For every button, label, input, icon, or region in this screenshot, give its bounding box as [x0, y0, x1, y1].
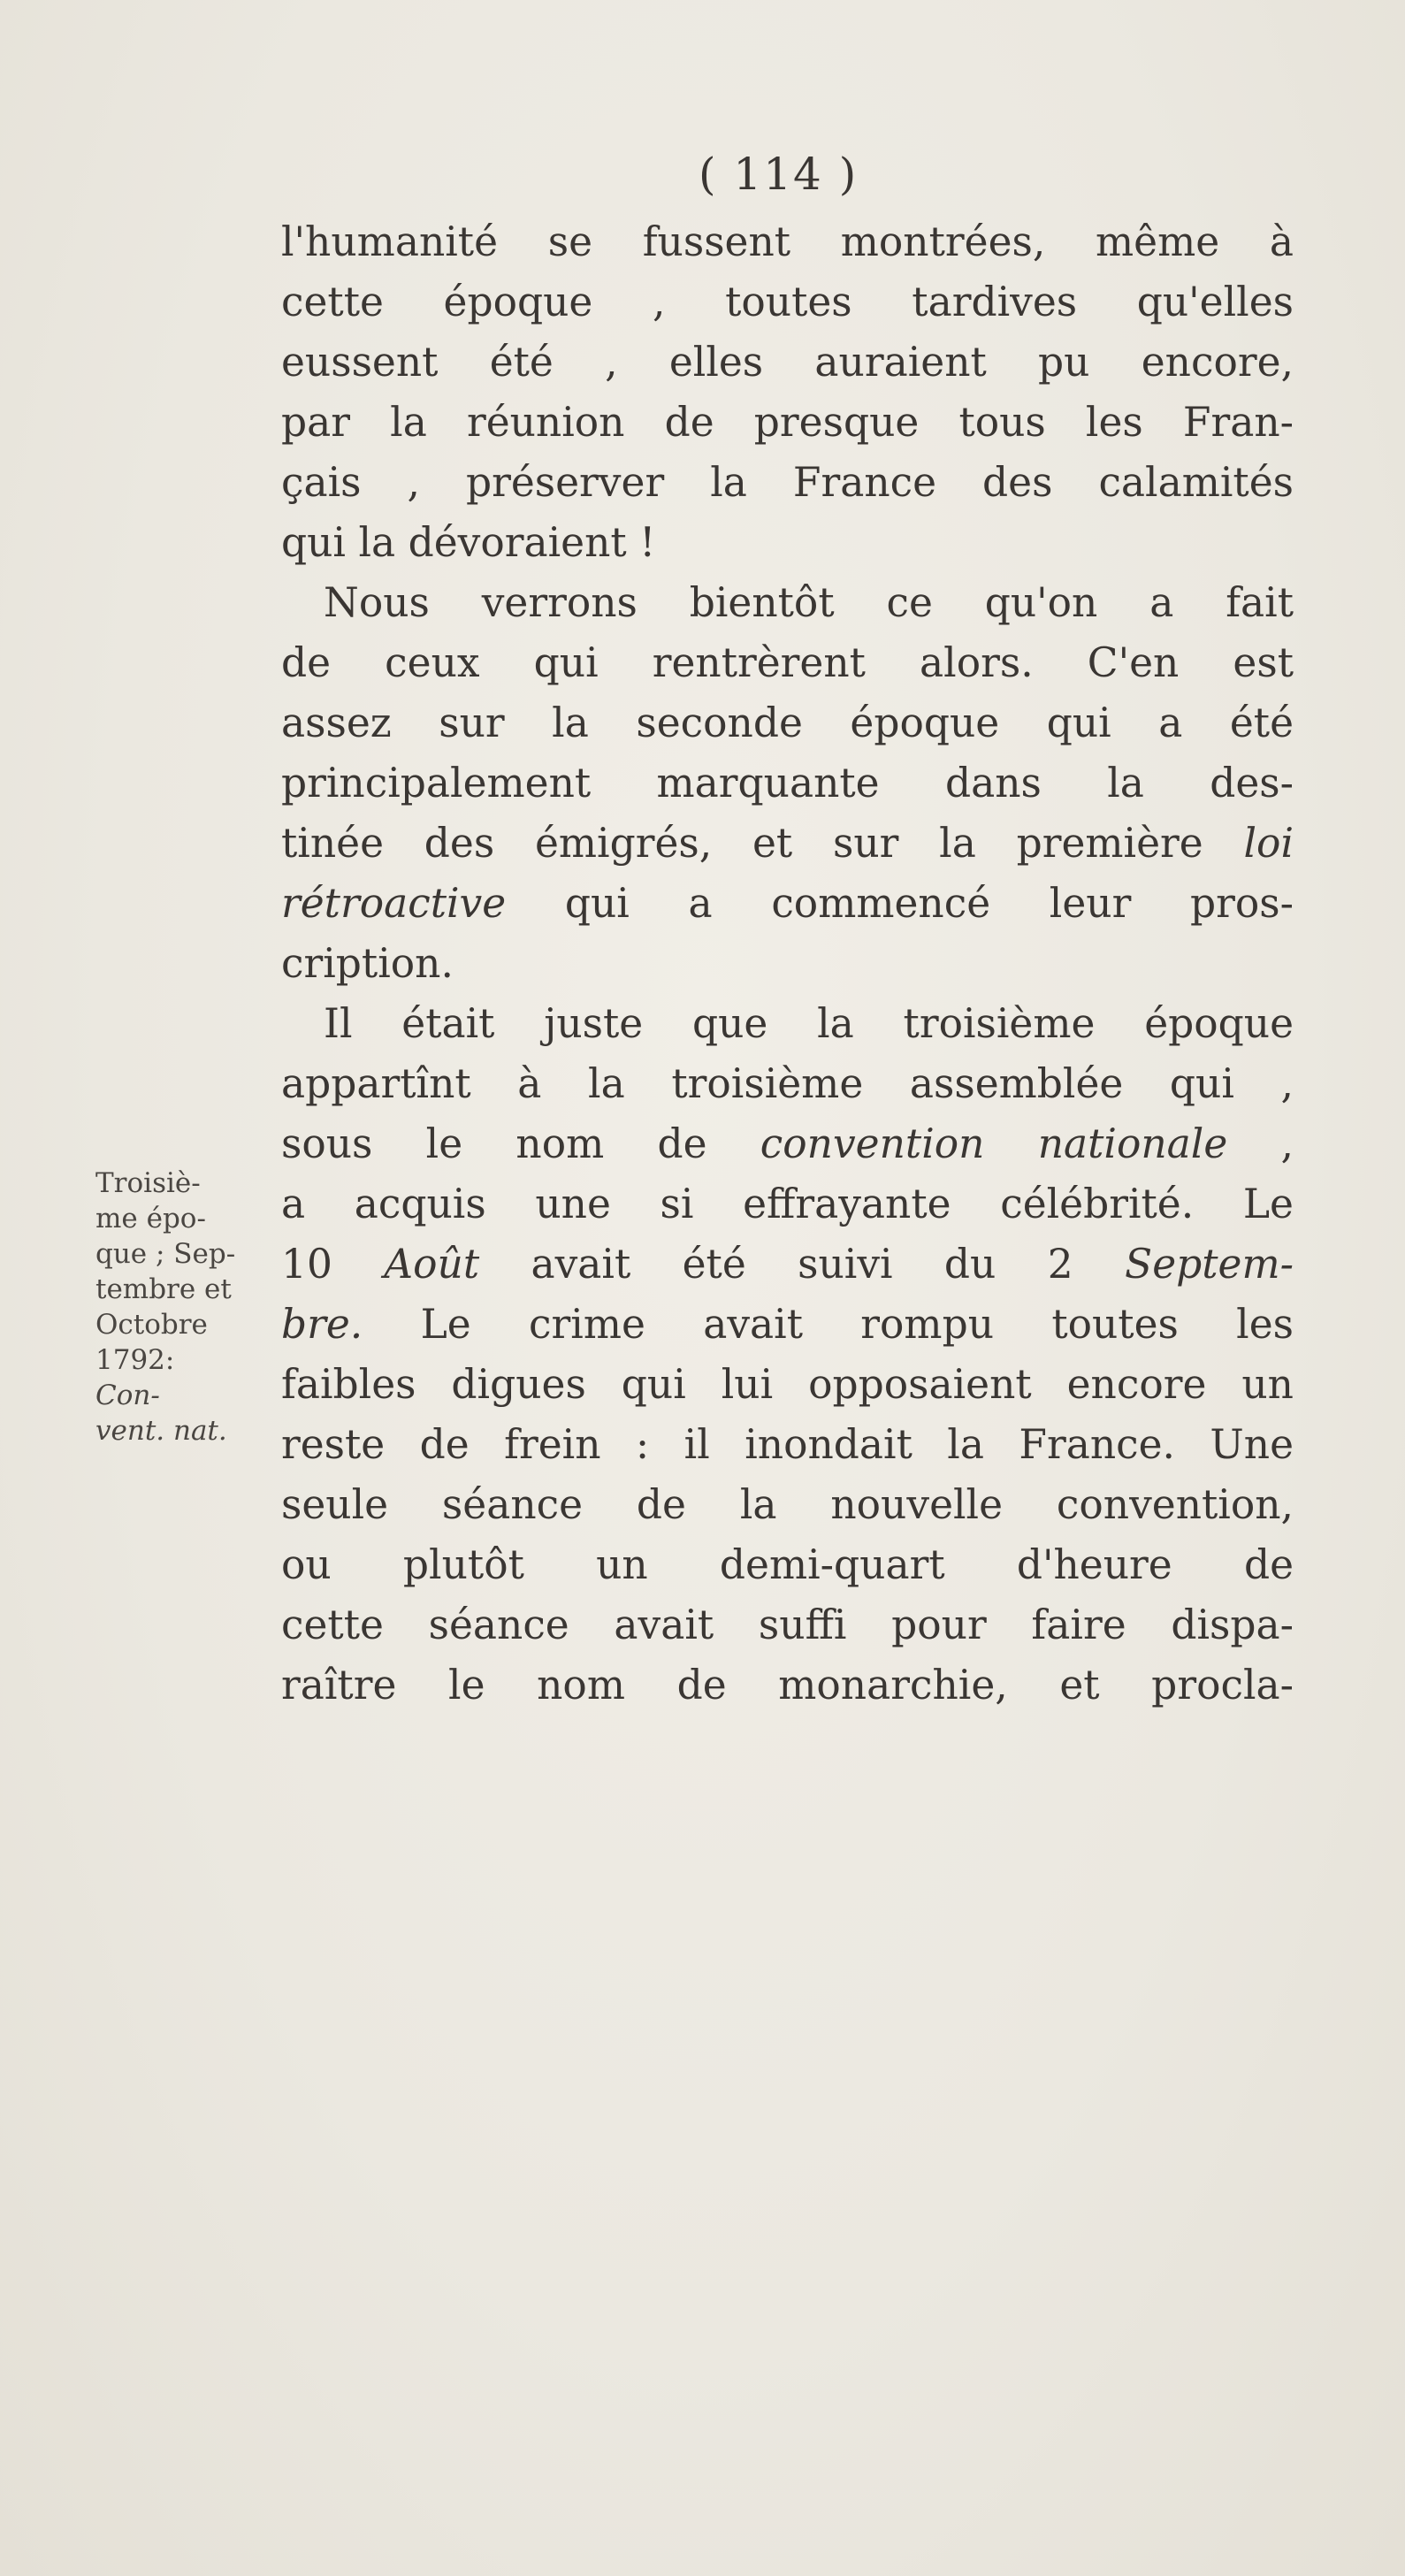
- text-line: [281, 874, 1294, 934]
- text-fragment: tinée des émigrés, et sur la première: [281, 820, 1244, 867]
- text-line: par la réunion de presque tous les Fran-: [281, 399, 1294, 446]
- main-text: [281, 212, 1294, 1716]
- text-fragment: Le crime avait rompu toutes les: [363, 1301, 1294, 1348]
- text-line: [281, 1114, 1294, 1174]
- text-fragment: sous le nom de: [281, 1120, 760, 1167]
- text-line: ou plutôt un demi-quart d'heure de: [281, 1541, 1294, 1588]
- text-fragment: ,: [1227, 1120, 1294, 1167]
- text-line: Il était juste que la troisième époque: [324, 1000, 1294, 1047]
- text-line: l'humanité se fussent montrées, même à: [281, 218, 1294, 265]
- text-line: [281, 1234, 1294, 1295]
- italic-fragment: rétroactive: [281, 880, 507, 927]
- margin-note-line: [95, 1342, 277, 1413]
- text-line: raître le nom de monarchie, et procla-: [281, 1662, 1294, 1708]
- text-line: assez sur la seconde époque qui a été: [281, 699, 1294, 746]
- text-line: a acquis une si effrayante célébrité. Le: [281, 1181, 1294, 1227]
- text-line: principalement marquante dans la des-: [281, 760, 1294, 806]
- text-line: reste de frein : il inondait la France. Une: [281, 1421, 1294, 1468]
- margin-note-line: que ; Sep-: [95, 1238, 236, 1270]
- italic-fragment: convention nationale: [760, 1120, 1228, 1167]
- text-line: appartînt à la troisième assemblée qui ,: [281, 1060, 1294, 1107]
- italic-fragment: Septem-: [1125, 1241, 1294, 1288]
- text-line: faibles digues qui lui opposaient encore un: [281, 1361, 1294, 1408]
- page-number-header: ( 114 ): [699, 149, 859, 200]
- text-line: [281, 814, 1294, 874]
- italic-fragment: bre.: [281, 1301, 363, 1348]
- text-line: cette séance avait suffi pour faire dispa-: [281, 1601, 1294, 1648]
- margin-note-line: Troisiè-: [95, 1167, 201, 1199]
- italic-fragment: Août: [384, 1241, 480, 1288]
- text-fragment: qui a commencé leur pros-: [506, 880, 1294, 927]
- text-line: eussent été , elles auraient pu encore,: [281, 339, 1294, 386]
- margin-note: [95, 1166, 277, 1449]
- margin-note-line: Octobre: [95, 1309, 208, 1341]
- italic-fragment: loi: [1243, 820, 1294, 867]
- margin-note-line: me épo-: [95, 1203, 206, 1234]
- text-line: cription.: [281, 940, 454, 987]
- margin-note-line: vent. nat.: [95, 1415, 227, 1447]
- text-line: de ceux qui rentrèrent alors. C'en est: [281, 639, 1294, 686]
- text-line: cette époque , toutes tardives qu'elles: [281, 279, 1294, 325]
- text-fragment: 1792:: [95, 1344, 175, 1376]
- text-line: seule séance de la nouvelle convention,: [281, 1481, 1294, 1528]
- text-line: qui la dévoraient !: [281, 519, 656, 566]
- margin-note-line: tembre et: [95, 1273, 232, 1305]
- text-fragment: 10: [281, 1241, 385, 1288]
- text-line: [281, 1295, 1294, 1355]
- text-line: Nous verrons bientôt ce qu'on a fait: [324, 579, 1294, 626]
- text-fragment: avait été suivi du 2: [479, 1241, 1126, 1288]
- italic-fragment: Con-: [95, 1380, 160, 1411]
- text-line: çais , préserver la France des calamités: [281, 459, 1294, 506]
